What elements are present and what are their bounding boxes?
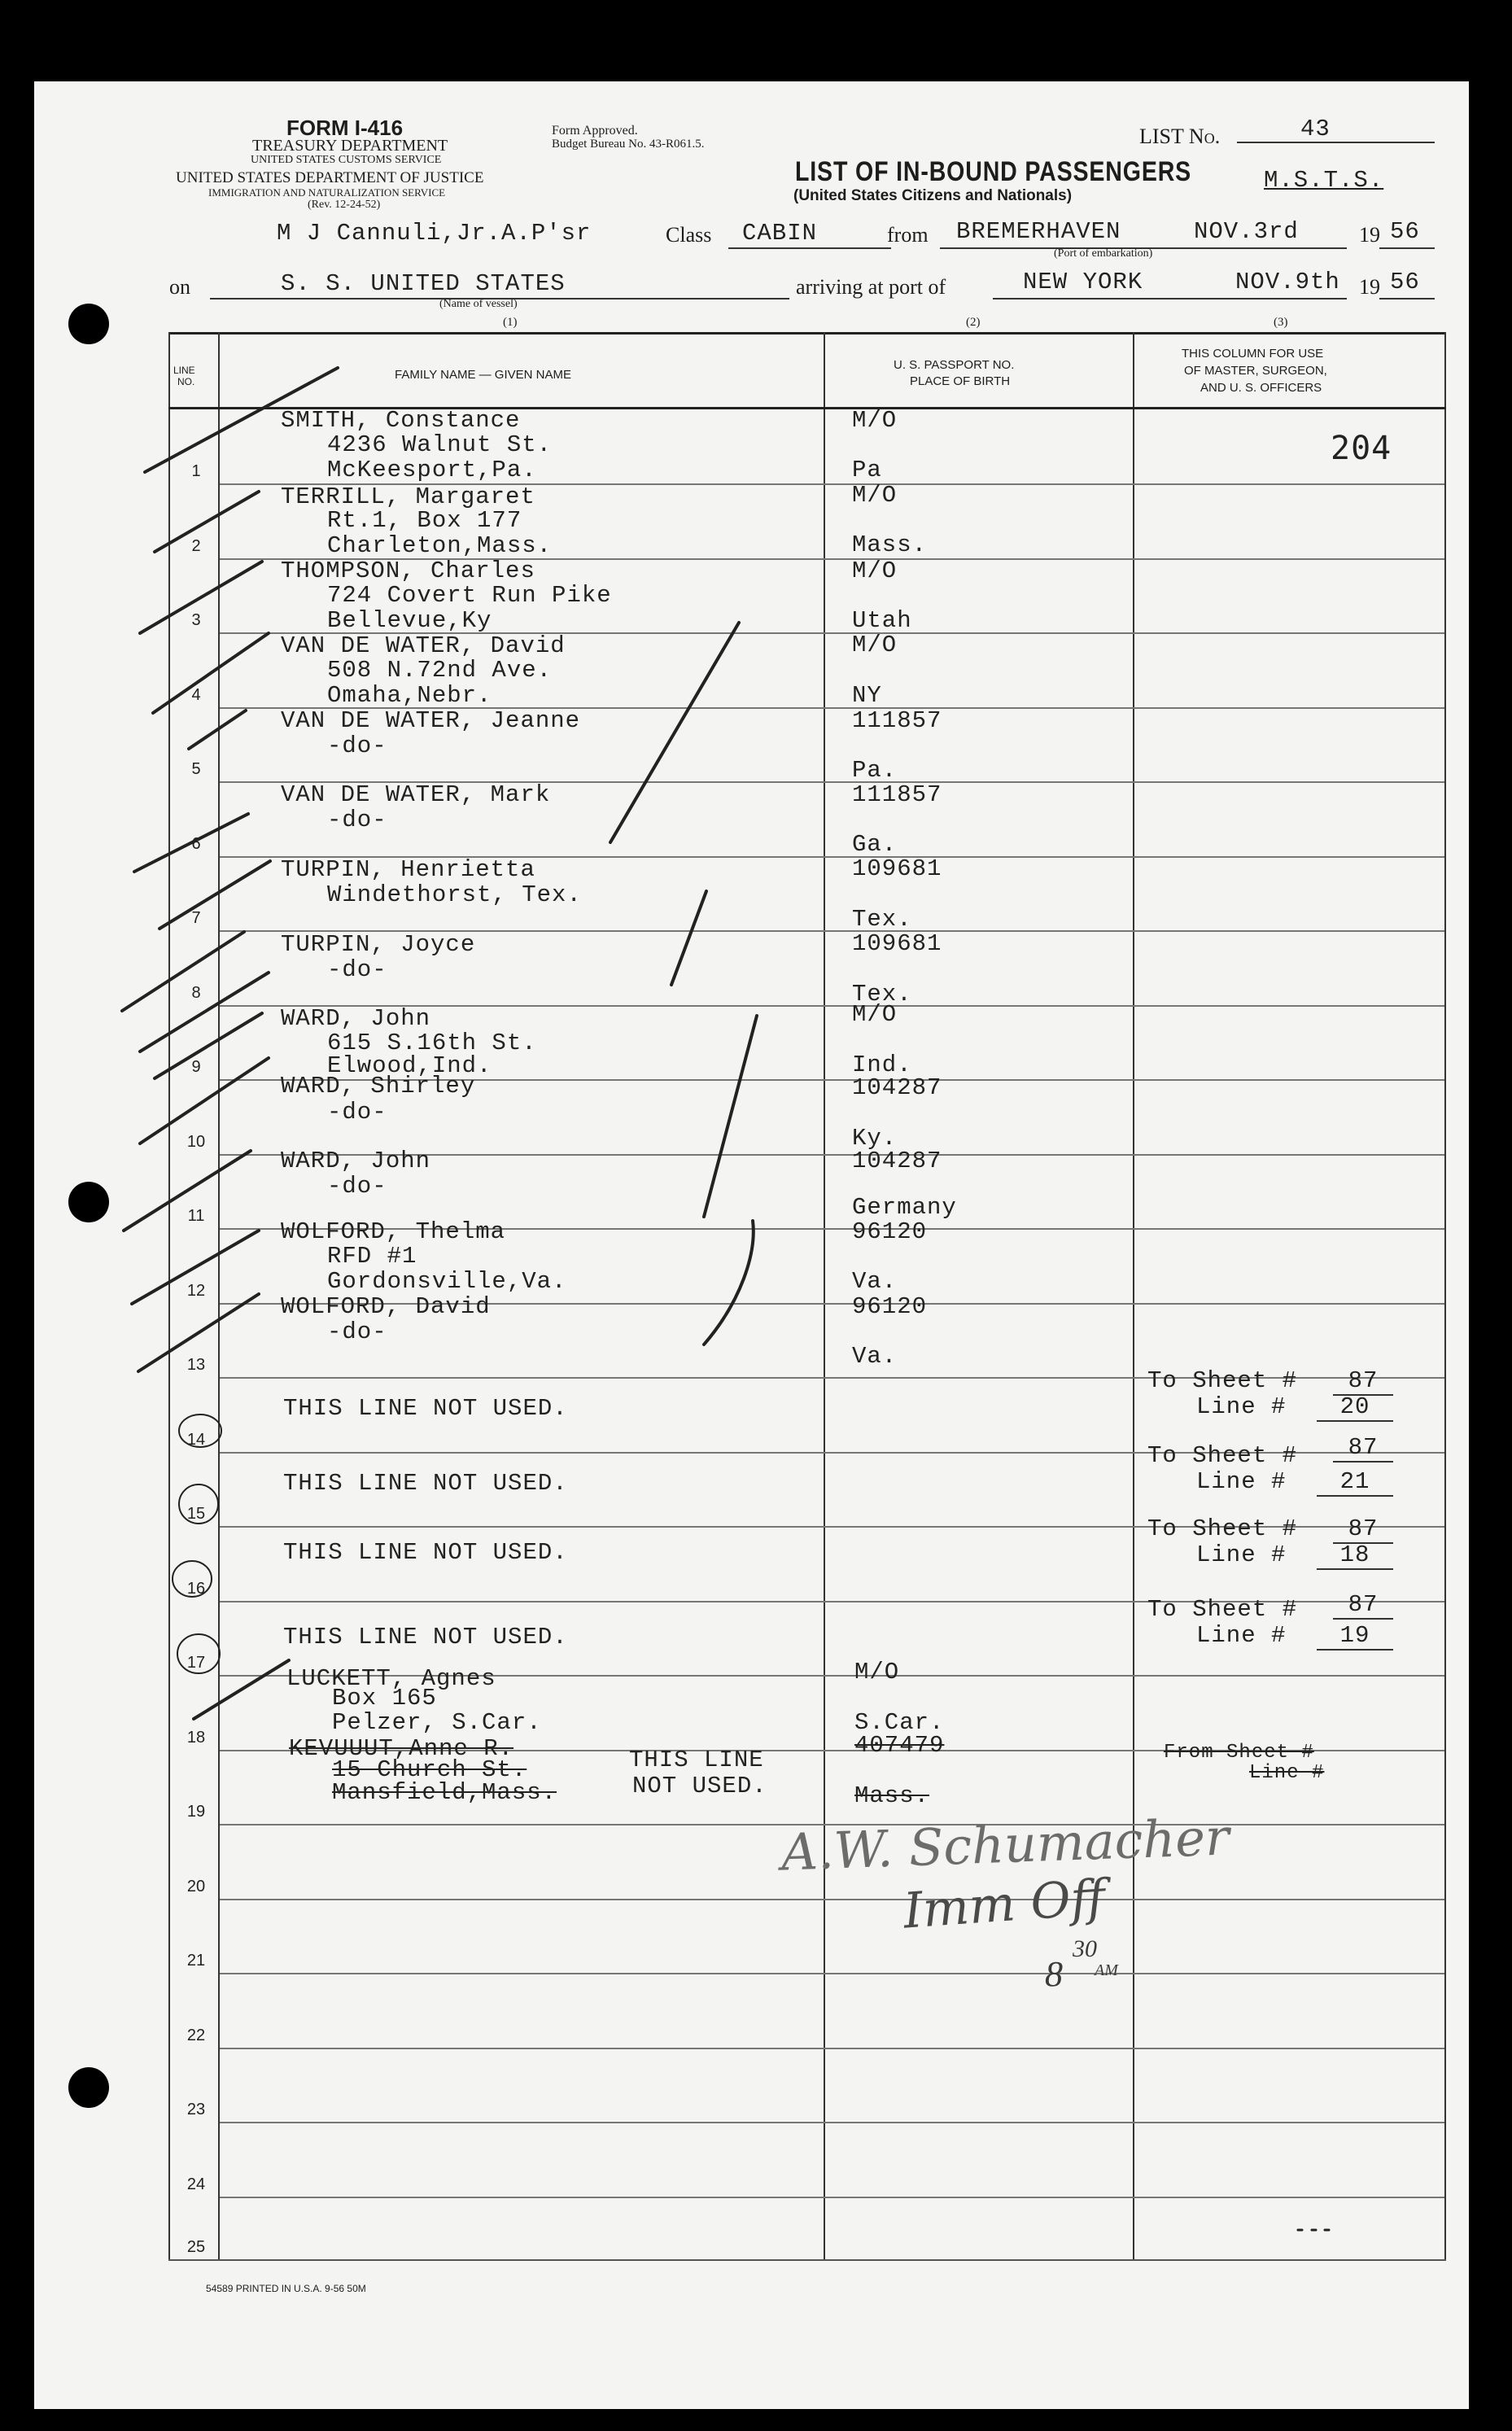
passport-number: M/O — [852, 482, 898, 509]
passport-number: M/O — [852, 1001, 898, 1028]
passenger-address: 724 Covert Run Pike — [327, 582, 612, 609]
check-mark — [189, 710, 246, 749]
check-mark — [124, 1151, 251, 1231]
to-sheet-number: 87 — [1333, 1434, 1393, 1463]
passport-number: 104287 — [852, 1148, 942, 1174]
column-number-1: (1) — [503, 316, 518, 329]
check-mark — [160, 861, 270, 929]
passport-number: 109681 — [852, 855, 942, 882]
to-line-number: 19 — [1317, 1622, 1393, 1651]
to-line-number: 21 — [1317, 1468, 1393, 1497]
line-number: 3 — [191, 611, 201, 629]
line-number: 17 — [186, 1654, 206, 1672]
document-subtitle: (United States Citizens and Nationals) — [793, 187, 1073, 204]
passenger-name: VAN DE WATER, Jeanne — [281, 707, 581, 734]
line-number: 5 — [191, 760, 201, 778]
pen-stroke — [610, 623, 739, 842]
line-number: 16 — [186, 1580, 206, 1598]
line-number: 21 — [186, 1952, 206, 1970]
passenger-name: TURPIN, Henrietta — [281, 856, 535, 883]
vessel-name: S. S. UNITED STATES — [281, 270, 566, 297]
birth-place: Tex. — [852, 906, 912, 933]
line-number: 8 — [191, 984, 201, 1002]
class-value: CABIN — [742, 220, 818, 247]
to-sheet-label: To Sheet # — [1147, 1515, 1298, 1542]
passenger-address: Box 165 — [332, 1685, 437, 1712]
passenger-address: 615 S.16th St. — [327, 1030, 537, 1056]
passenger-address: Gordonsville,Va. — [327, 1268, 567, 1295]
passenger-address: Pelzer, S.Car. — [332, 1709, 542, 1736]
line-number: 7 — [191, 909, 201, 927]
list-number-label: LIST No. — [1139, 125, 1221, 148]
passenger-address: Rt.1, Box 177 — [327, 507, 522, 534]
passport-number: 96120 — [852, 1218, 928, 1245]
ins-service: IMMIGRATION AND NATURALIZATION SERVICE — [208, 186, 446, 199]
to-sheet-number: 87 — [1333, 1367, 1393, 1396]
check-mark — [145, 368, 338, 472]
passenger-name: WARD, John — [281, 1005, 431, 1032]
passenger-address: -do- — [327, 807, 387, 833]
birth-place: Pa — [852, 457, 882, 483]
check-mark — [140, 973, 269, 1052]
on-label: on — [169, 275, 190, 299]
header-officers-3: AND U. S. OFFICERS — [1200, 381, 1322, 395]
document-title: LIST OF IN-BOUND PASSENGERS — [795, 156, 1192, 187]
passport-number: 109681 — [852, 930, 942, 957]
form-approved: Form Approved. — [552, 124, 638, 138]
to-sheet-label: To Sheet # — [1147, 1442, 1298, 1469]
birth-place: Tex. — [852, 981, 912, 1008]
line-number: 24 — [186, 2175, 206, 2193]
struck-from-sheet: From Sheet # — [1164, 1742, 1314, 1764]
to-line-label: Line # — [1196, 1541, 1287, 1568]
to-sheet-label: To Sheet # — [1147, 1367, 1298, 1394]
msts-label: M.S.T.S. — [1264, 167, 1384, 194]
passenger-address: Elwood,Ind. — [327, 1052, 492, 1079]
birth-place: Germany — [852, 1194, 957, 1221]
passenger-address: 4236 Walnut St. — [327, 431, 553, 458]
struck-address: 15 Church St. — [332, 1756, 527, 1783]
struck-name: KEVUUUT,Anne R. — [289, 1735, 514, 1762]
passenger-address: McKeesport,Pa. — [327, 457, 537, 483]
line-number: 25 — [186, 2238, 206, 2256]
pen-stroke — [671, 891, 706, 985]
form-number: FORM I-416 — [286, 116, 404, 140]
revision-date: (Rev. 12-24-52) — [308, 199, 381, 211]
signature-time-minutes: 30 — [1073, 1935, 1097, 1962]
header-name: FAMILY NAME — GIVEN NAME — [395, 368, 571, 382]
passenger-name: WOLFORD, Thelma — [281, 1218, 506, 1245]
passenger-address: -do- — [327, 1318, 387, 1345]
passenger-name: TERRILL, Margaret — [281, 483, 535, 510]
check-mark — [155, 1013, 262, 1078]
customs-service: UNITED STATES CUSTOMS SERVICE — [251, 154, 442, 166]
birth-place: Va. — [852, 1343, 898, 1370]
header-passport: U. S. PASSPORT NO. — [894, 358, 1015, 372]
signature-time-ampm: AM — [1095, 1961, 1118, 1979]
passenger-address: -do- — [327, 956, 387, 983]
passenger-address: Windethorst, Tex. — [327, 881, 582, 908]
line-circle — [179, 1414, 221, 1447]
passenger-name: WOLFORD, David — [281, 1293, 491, 1320]
line-not-used-note: THIS LINE — [629, 1747, 764, 1773]
line-number: 9 — [191, 1058, 201, 1076]
check-mark — [138, 1294, 259, 1371]
line-number: 22 — [186, 2027, 206, 2044]
departure-date: NOV.3rd — [1194, 218, 1299, 245]
birth-place: Va. — [852, 1268, 898, 1295]
check-mark — [194, 1660, 289, 1719]
check-mark — [155, 492, 259, 552]
from-label: from — [887, 223, 929, 247]
line-circle — [179, 1484, 218, 1524]
struck-address: Mansfield,Mass. — [332, 1779, 557, 1806]
passenger-address: Charleton,Mass. — [327, 532, 553, 559]
departure-year: 56 — [1390, 218, 1420, 245]
header-birth: PLACE OF BIRTH — [910, 374, 1011, 388]
to-sheet-label: To Sheet # — [1147, 1596, 1298, 1623]
passenger-address: Omaha,Nebr. — [327, 682, 492, 709]
birth-place: Pa. — [852, 757, 898, 784]
to-line-label: Line # — [1196, 1468, 1287, 1495]
printer-footer: 54589 PRINTED IN U.S.A. 9-56 50M — [206, 2283, 366, 2294]
passport-number: M/O — [854, 1659, 900, 1686]
header-line: LINE — [173, 365, 195, 376]
line-number: 11 — [187, 1207, 205, 1225]
purser-name: M J Cannuli,Jr.A.P'sr — [277, 220, 592, 247]
line-circle — [177, 1634, 220, 1673]
birth-place: Ga. — [852, 831, 898, 858]
passenger-name: THOMPSON, Charles — [281, 557, 535, 584]
header-no: NO. — [177, 376, 195, 387]
to-line-label: Line # — [1196, 1393, 1287, 1420]
check-mark — [140, 562, 262, 633]
line-number: 2 — [191, 537, 201, 555]
signature-name: A.W. Schumacher — [780, 1807, 1230, 1882]
line-number: 23 — [186, 2101, 206, 2118]
passenger-name: TURPIN, Joyce — [281, 931, 476, 958]
line-number: 15 — [186, 1505, 206, 1523]
class-label: Class — [666, 223, 712, 247]
passport-number: 96120 — [852, 1293, 928, 1320]
line-not-used-note: NOT USED. — [632, 1773, 767, 1799]
arriving-label: arriving at port of — [796, 275, 946, 299]
passport-number: 111857 — [852, 781, 942, 808]
passport-number: 111857 — [852, 707, 942, 734]
line-number: 19 — [186, 1803, 206, 1821]
check-mark — [140, 1058, 269, 1143]
pen-stroke — [704, 1221, 754, 1344]
check-mark — [134, 814, 248, 872]
passenger-name: VAN DE WATER, Mark — [281, 781, 551, 808]
unused-line-text: THIS LINE NOT USED. — [283, 1624, 568, 1651]
unused-line-text: THIS LINE NOT USED. — [283, 1539, 568, 1566]
passenger-name: SMITH, Constance — [281, 407, 521, 434]
to-sheet-number: 87 — [1333, 1515, 1393, 1544]
to-line-label: Line # — [1196, 1622, 1287, 1649]
line-number: 12 — [186, 1282, 206, 1300]
pen-stroke — [704, 1016, 757, 1217]
column-number-2: (2) — [966, 316, 981, 329]
passenger-address: 508 N.72nd Ave. — [327, 657, 553, 684]
year-prefix: 19 — [1359, 223, 1380, 247]
port-embarkation-note: (Port of embarkation) — [1054, 247, 1153, 260]
unused-line-text: THIS LINE NOT USED. — [283, 1395, 568, 1422]
passenger-address: Bellevue,Ky — [327, 607, 492, 634]
passenger-address: -do- — [327, 732, 387, 759]
header-officers-1: THIS COLUMN FOR USE — [1182, 347, 1324, 361]
line-number: 6 — [191, 835, 201, 853]
struck-passport: 407479 — [854, 1732, 945, 1759]
line-number: 18 — [186, 1729, 206, 1747]
birth-place: S.Car. — [854, 1709, 945, 1736]
signature-title: Imm Off — [901, 1869, 1108, 1940]
birth-place: Ky. — [852, 1125, 898, 1152]
passport-number: M/O — [852, 632, 898, 658]
signature-time-hour: 8 — [1045, 1954, 1063, 1994]
budget-bureau: Budget Bureau No. 43-R061.5. — [552, 138, 705, 151]
header-officers-2: OF MASTER, SURGEON, — [1184, 364, 1327, 378]
passenger-name: WARD, Shirley — [281, 1073, 476, 1100]
line-number: 20 — [186, 1878, 206, 1895]
list-number-value: 43 — [1300, 116, 1331, 142]
check-mark — [153, 633, 269, 713]
arrival-port: NEW YORK — [1023, 269, 1143, 295]
arrival-year: 56 — [1390, 269, 1420, 295]
birth-place: Ind. — [852, 1052, 912, 1078]
to-line-number: 20 — [1317, 1393, 1393, 1422]
passport-number: M/O — [852, 407, 898, 434]
to-sheet-number: 87 — [1333, 1591, 1393, 1620]
birth-place: Utah — [852, 607, 912, 634]
to-line-number: 18 — [1317, 1541, 1393, 1570]
justice-department: UNITED STATES DEPARTMENT OF JUSTICE — [176, 169, 484, 186]
passport-number: 104287 — [852, 1074, 942, 1101]
line-number: 13 — [186, 1356, 206, 1374]
line-number: 10 — [186, 1133, 206, 1151]
passenger-address: -do- — [327, 1173, 387, 1200]
line-number: 1 — [191, 462, 201, 480]
arrival-date: NOV.9th — [1235, 269, 1340, 295]
line-number: 4 — [191, 686, 201, 704]
struck-birth: Mass. — [854, 1782, 930, 1809]
passenger-name: LUCKETT, Agnes — [286, 1665, 496, 1692]
officer-count: 204 — [1331, 430, 1392, 467]
birth-place: NY — [852, 682, 882, 709]
struck-line: Line # — [1249, 1762, 1325, 1784]
passport-number: M/O — [852, 557, 898, 584]
check-mark — [132, 1231, 259, 1304]
passenger-name: VAN DE WATER, David — [281, 632, 566, 659]
vessel-note: (Name of vessel) — [439, 298, 518, 310]
passenger-address: -do- — [327, 1099, 387, 1126]
line-number: 14 — [186, 1431, 206, 1449]
birth-place: Mass. — [852, 531, 928, 558]
line-circle — [173, 1561, 212, 1597]
treasury-department: TREASURY DEPARTMENT — [252, 137, 448, 155]
unused-line-text: THIS LINE NOT USED. — [283, 1470, 568, 1497]
passenger-name: WARD, John — [281, 1148, 431, 1174]
arrival-year-prefix: 19 — [1359, 275, 1380, 299]
passenger-address: RFD #1 — [327, 1243, 417, 1270]
embark-port: BREMERHAVEN — [956, 218, 1121, 245]
column-number-3: (3) — [1274, 316, 1288, 329]
